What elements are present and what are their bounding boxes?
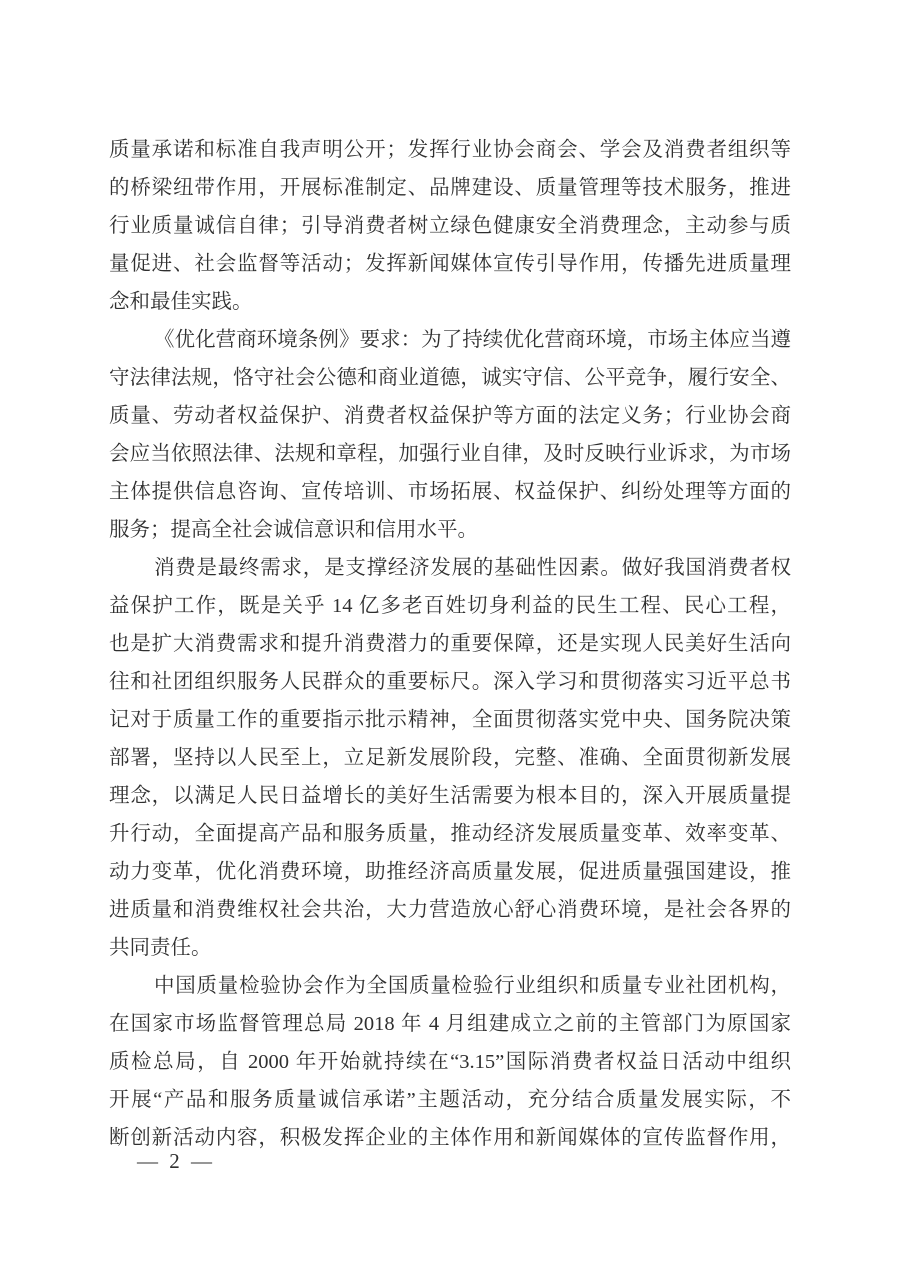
text-line: 会应当依照法律、法规和章程，加强行业自律，及时反映行业诉求，为市场 (109, 443, 791, 465)
paragraph (109, 549, 791, 967)
text-line: 共同责任。 (109, 937, 212, 959)
text-line: 消费是最终需求，是支撑经济发展的基础性因素。做好我国消费者权 (154, 557, 791, 579)
text-line: 的桥梁纽带作用，开展标准制定、品牌建设、质量管理等技术服务，推进 (109, 177, 791, 199)
text-line: 中国质量检验协会作为全国质量检验行业组织和质量专业社团机构， (154, 975, 791, 997)
document-body (109, 131, 791, 1157)
text-line: 质量、劳动者权益保护、消费者权益保护等方面的法定义务；行业协会商 (109, 405, 791, 427)
text-line: 《优化营商环境条例》要求：为了持续优化营商环境，市场主体应当遵 (154, 329, 791, 351)
text-line: 益保护工作，既是关乎 14 亿多老百姓切身利益的民生工程、民心工程， (109, 595, 791, 617)
text-line: 升行动，全面提高产品和服务质量，推动经济发展质量变革、效率变革、 (109, 823, 791, 845)
text-line: 念和最佳实践。 (109, 291, 253, 313)
text-line: 开展“产品和服务质量诚信承诺”主题活动，充分结合质量发展实际，不 (109, 1089, 791, 1111)
text-line: 断创新活动内容，积极发挥企业的主体作用和新闻媒体的宣传监督作用， (109, 1127, 791, 1149)
text-line: 质检总局，自 2000 年开始就持续在“3.15”国际消费者权益日活动中组织 (109, 1051, 791, 1073)
paragraph (109, 131, 791, 321)
text-line: 理念，以满足人民日益增长的美好生活需要为根本目的，深入开展质量提 (109, 785, 791, 807)
text-line: 进质量和消费维权社会共治，大力营造放心舒心消费环境，是社会各界的 (109, 899, 791, 921)
text-line: 往和社团组织服务人民群众的重要标尺。深入学习和贯彻落实习近平总书 (109, 671, 791, 693)
text-line: 主体提供信息咨询、宣传培训、市场拓展、权益保护、纠纷处理等方面的 (109, 481, 791, 503)
text-line: 也是扩大消费需求和提升消费潜力的重要保障，还是实现人民美好生活向 (109, 633, 791, 655)
text-line: 记对于质量工作的重要指示批示精神，全面贯彻落实党中央、国务院决策 (109, 709, 791, 731)
text-line: 动力变革，优化消费环境，助推经济高质量发展，促进质量强国建设，推 (109, 861, 791, 883)
paragraph (109, 321, 791, 549)
text-line: 质量承诺和标准自我声明公开；发挥行业协会商会、学会及消费者组织等 (109, 139, 791, 161)
page-number: — 2 — (137, 1149, 215, 1173)
text-line: 服务；提高全社会诚信意识和信用水平。 (109, 519, 478, 541)
text-line: 量促进、社会监督等活动；发挥新闻媒体宣传引导作用，传播先进质量理 (109, 253, 791, 275)
text-line: 部署，坚持以人民至上，立足新发展阶段，完整、准确、全面贯彻新发展 (109, 747, 791, 769)
text-line: 守法律法规，恪守社会公德和商业道德，诚实守信、公平竞争，履行安全、 (109, 367, 791, 389)
text-line: 在国家市场监督管理总局 2018 年 4 月组建成立之前的主管部门为原国家 (109, 1013, 791, 1035)
paragraph (109, 967, 791, 1157)
text-line: 行业质量诚信自律；引导消费者树立绿色健康安全消费理念，主动参与质 (109, 215, 791, 237)
